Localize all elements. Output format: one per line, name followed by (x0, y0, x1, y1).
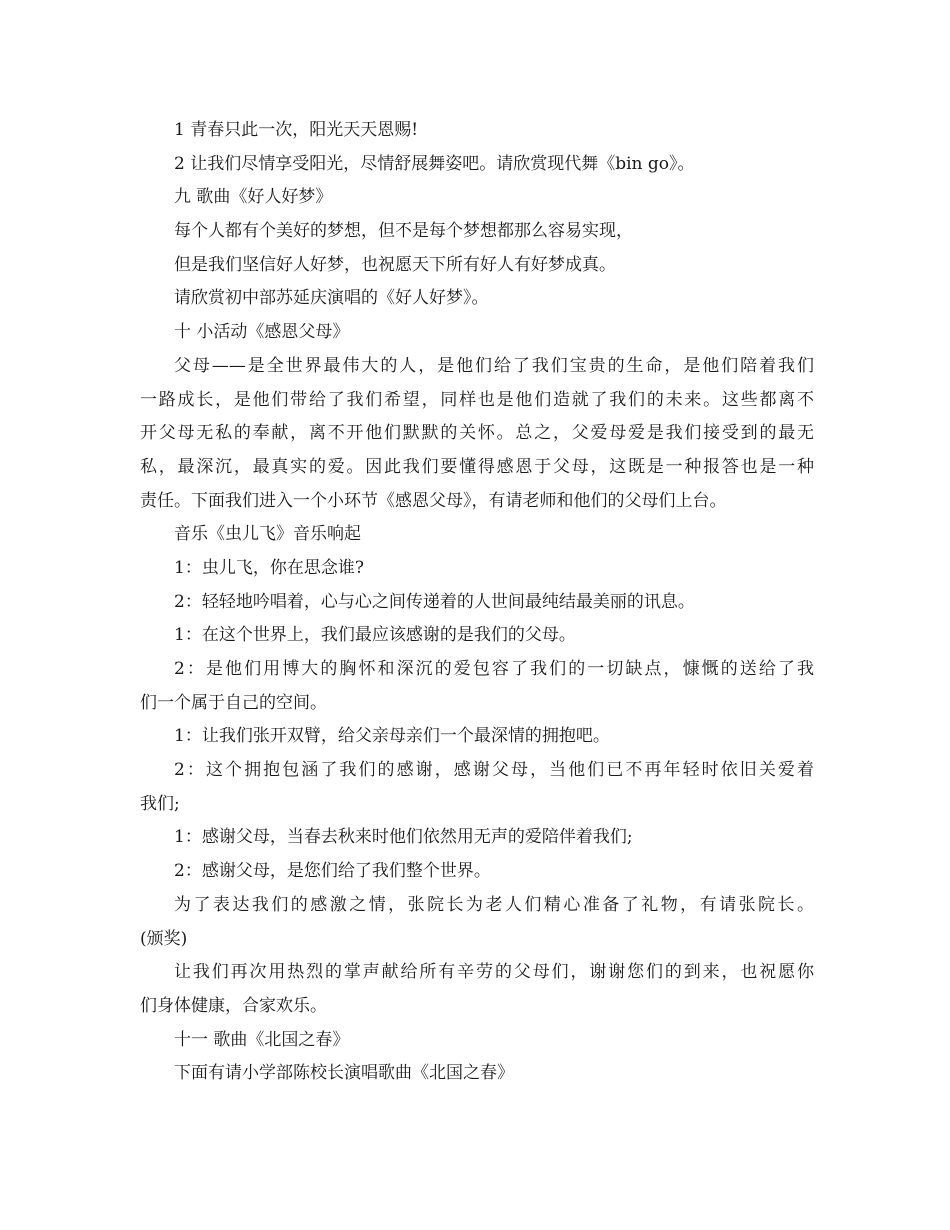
text-line: 让我们再次用热烈的掌声献给所有辛劳的父母们，谢谢您们的到来，也祝愿你 (174, 962, 814, 983)
text-line: 为了表达我们的感激之情，张院长为老人们精心准备了礼物，有请张院长。 (174, 894, 814, 915)
text-line: 2：轻轻地吟唱着，心与心之间传递着的人世间最纯结最美丽的讯息。 (174, 591, 695, 612)
text-line: 1 青春只此一次，阳光天天恩赐! (174, 120, 419, 140)
text-line: 们身体健康，合家欢乐。 (140, 995, 327, 1016)
text-line: 父母——是全世界最伟大的人，是他们给了我们宝贵的生命，是他们陪着我们 (174, 355, 814, 376)
text-line: 1：让我们张开双臂，给父亲母亲们一个最深情的拥抱吧。 (174, 726, 610, 747)
text-line: 一路成长，是他们带给了我们希望，同样也是他们造就了我们的未来。这些都离不 (140, 389, 814, 410)
text-line: 每个人都有个美好的梦想，但不是每个梦想都那么容易实现， (174, 221, 633, 242)
text-line: 我们; (140, 793, 180, 814)
document-page (140, 114, 814, 1091)
text-line: 1：虫儿飞，你在思念谁? (174, 557, 364, 578)
text-line: 下面有请小学部陈校长演唱歌曲《北国之春》 (174, 1063, 514, 1084)
text-line: 2：感谢父母，是您们给了我们整个世界。 (174, 861, 491, 882)
text-line: 九 歌曲《好人好梦》 (174, 187, 333, 208)
text-line: 责任。下面我们进入一个小环节《感恩父母》，有请老师和他们的父母们上台。 (140, 490, 727, 511)
text-line: 1：在这个世界上，我们最应该感谢的是我们的父母。 (174, 625, 576, 646)
text-line: 请欣赏初中部苏延庆演唱的《好人好梦》。 (174, 288, 489, 309)
text-line: 1：感谢父母，当春去秋来时他们依然用无声的爱陪伴着我们; (174, 827, 633, 848)
text-line: 私，最深沉，最真实的爱。因此我们要懂得感恩于父母，这既是一种报答也是一种 (140, 456, 814, 477)
text-line: 们一个属于自己的空间。 (140, 692, 327, 713)
text-line: 十 小活动《感恩父母》 (174, 322, 350, 343)
text-line: 2 让我们尽情享受阳光，尽情舒展舞姿吧。请欣赏现代舞《bin go》。 (174, 153, 695, 174)
text-line: 音乐《虫儿飞》音乐响起 (174, 524, 361, 545)
text-line: 2：是他们用博大的胸怀和深沉的爱包容了我们的一切缺点，慷慨的送给了我 (174, 659, 814, 679)
text-line: 2：这个拥抱包涵了我们的感谢，感谢父母，当他们已不再年轻时依旧关爱着 (174, 760, 814, 781)
text-line: 十一 歌曲《北国之春》 (174, 1029, 350, 1050)
text-line: 开父母无私的奉献，离不开他们默默的关怀。总之，父爱母爱是我们接受到的最无 (140, 423, 814, 444)
text-line: 但是我们坚信好人好梦，也祝愿天下所有好人有好梦成真。 (174, 254, 616, 275)
text-line: (颁奖) (140, 928, 188, 949)
